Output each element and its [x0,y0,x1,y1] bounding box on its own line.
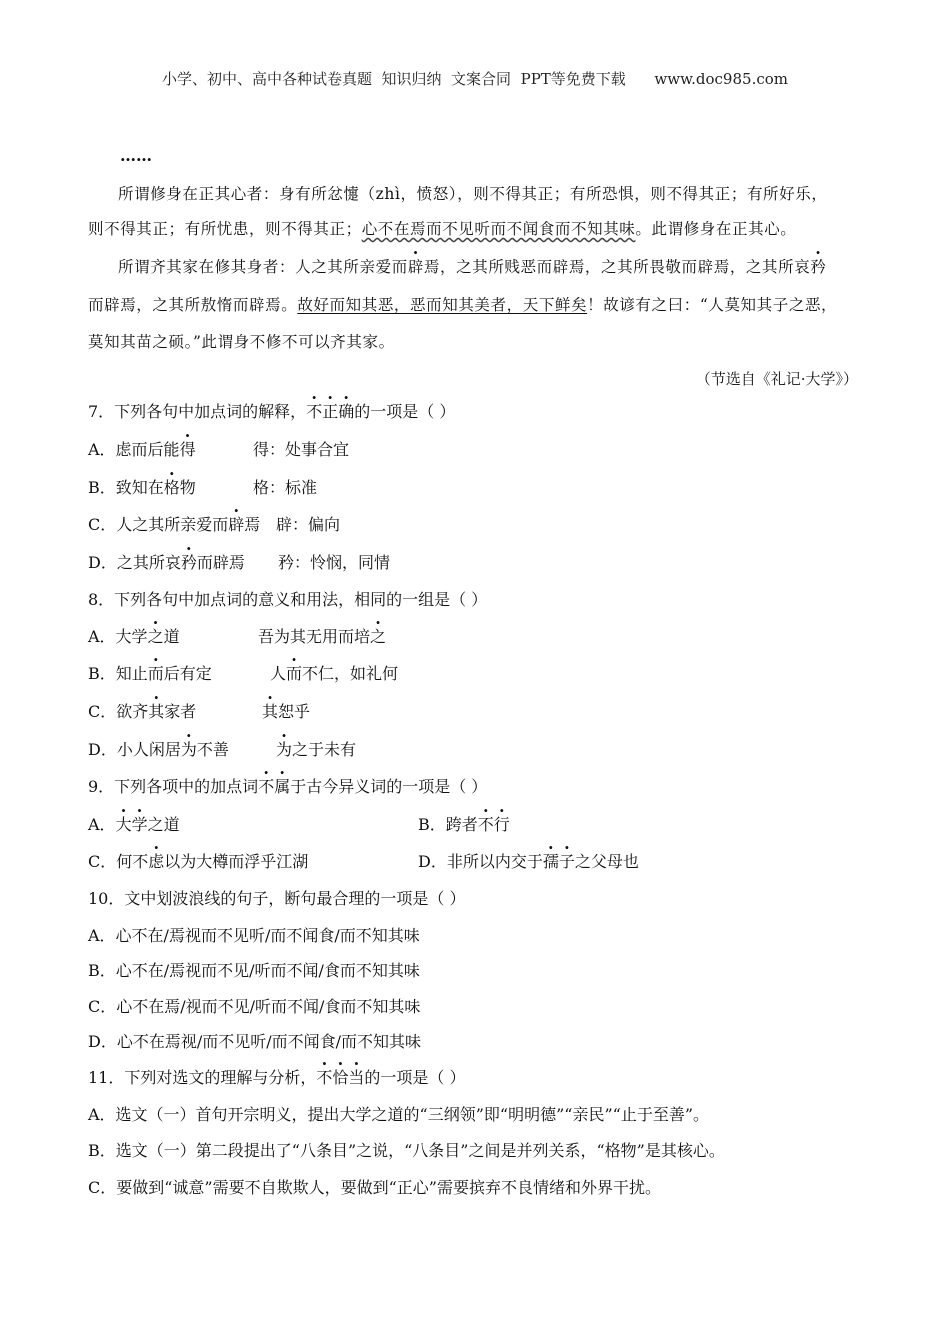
dotted-word: 不 [306,402,323,421]
q8-option-c [88,702,311,722]
q9-option-b [418,815,510,835]
text-span: 的一项是（ ） [364,1068,466,1087]
page-header: 小学、初中、高中各种试卷真题 知识归纳 文案合同 PPT等免费下载 www.doc985.com [161,70,788,88]
dotted-word: 确 [338,402,355,421]
q8-option-b [88,664,399,684]
text-span: B．知止 [88,664,148,683]
text-span: 焉，之其所贱恶而辟焉，之其所畏敬而辟焉，之其所哀 [423,258,811,276]
q10-option-c: C．心不在焉/视而不见/听而不闻/食而不知其味 [88,997,421,1016]
q7-c-explanation: 辟：偏向 [276,515,341,534]
text-span: 吾为其无用而培 [258,627,371,646]
text-span: D．小人闲居 [88,740,181,759]
dotted-word: 而 [286,664,303,683]
dotted-word: 辟 [228,515,245,534]
q7-option-c [88,515,341,535]
q7-stem [88,402,455,422]
q10-option-a: A．心不在/焉视而不见听/而不闻食/而不知其味 [88,926,420,945]
text-span: 人 [270,664,287,683]
dotted-word: 不 [316,1068,333,1087]
dotted-word: 格 [163,478,180,497]
dotted-word: 不 [258,777,275,796]
text-span: B．致知在 [88,478,164,497]
text-span: D．非所以内交于 [418,852,543,871]
dotted-word: 正 [322,402,339,421]
q11-option-b: B．选文（一）第二段提出了“八条目”之说，“八条目”之间是并列关系，“格物”是其核心。 [88,1141,725,1160]
text-span: 9．下列各项中的加点词 [88,777,259,796]
passage-p2-line3: 莫知其苗之硕。”此谓身不修不可以齐其家。 [88,333,395,351]
dotted-word: 子 [558,852,575,871]
q10-option-b: B．心不在/焉视而不见/听而不闻/食而不知其味 [88,961,420,980]
q11-option-a: A．选文（一）首句开宗明义，提出大学之道的“三纲领”即“明明德”“亲民”“止于至善”。 [88,1105,709,1124]
text-span: ！故谚有之曰：“人莫知其子之恶， [587,296,838,314]
text-span: 之父母也 [574,852,639,871]
dotted-word: 辟 [407,258,424,276]
source-citation: （节选自《礼记·大学》） [695,370,858,388]
dotted-word: 矜 [810,258,827,276]
text-span: A． [88,815,116,834]
dotted-word: 为 [180,740,197,759]
text-span: C．人之其所亲爱而 [88,515,229,534]
dotted-word: 之 [147,627,164,646]
q7-a-explanation: 得：处事合宜 [253,440,350,459]
dotted-word: 属 [274,777,291,796]
text-span: 之道 [147,815,180,834]
q7-b-explanation: 格：标准 [253,478,318,497]
passage-p1-line1: 所谓修身在正其心者：身有所忿懥（zhì，愤怒），则不得其正；有所恐惧，则不得其正；有所好乐， [118,185,828,203]
text-span: 焉 [244,515,261,534]
q9-stem [88,777,487,797]
q10-stem: 10．文中划波浪线的句子，断句最合理的一项是（ ） [88,889,466,908]
text-span: 。此谓修身在正其心。 [635,220,797,238]
ellipsis: …… [120,146,152,165]
passage-p2-line2 [88,295,837,315]
dotted-word: 学 [131,815,148,834]
dotted-word: 孺 [542,852,559,871]
dotted-word: 而 [147,664,164,683]
dotted-word: 得 [179,440,196,459]
passage-p2-line1 [118,257,826,277]
dotted-word: 当 [348,1068,365,1087]
text-span: 不仁，如礼何 [302,664,399,683]
text-span: 道 [163,627,180,646]
dotted-word: 其 [148,702,165,721]
dotted-word: 恰 [332,1068,349,1087]
q8-option-d [88,740,357,760]
text-span: A．虑而后能 [88,440,180,459]
q8-stem: 8．下列各句中加点词的意义和用法，相同的一组是（ ） [88,590,488,609]
dotted-word: 其 [262,702,279,721]
q8-c-second [262,702,310,722]
text-span: 恕乎 [278,702,311,721]
dotted-word: 为 [276,740,293,759]
text-span: 之于未有 [292,740,357,759]
dotted-word: 矜 [180,553,197,572]
text-span: 家者 [164,702,197,721]
text-span: B．跨者 [418,815,478,834]
passage-p1-line2 [88,219,796,239]
q7-option-b [88,478,318,498]
dotted-word: 行 [493,815,510,834]
q7-option-a [88,440,350,460]
underlined-sentence: 故好而知其恶，恶而知其美者，天下鲜矣 [297,296,588,314]
text-span: 所谓齐其家在修其身者：人之其所亲爱而 [118,258,408,276]
dotted-word: 虑 [148,852,165,871]
q9-option-a [88,815,180,835]
text-span: 于古今异义词的一项是（ ） [290,777,488,796]
q7-d-explanation: 矜：怜悯，同情 [278,553,391,572]
text-span: D．之其所哀 [88,553,181,572]
text-span: 而辟焉 [196,553,245,572]
q8-d-second [276,740,356,760]
q8-a-second [258,627,386,647]
q9-option-c [88,852,308,872]
q11-stem [88,1068,466,1088]
q8-b-second [270,664,398,684]
dotted-word: 大 [115,815,132,834]
text-span: 物 [179,478,196,497]
q8-option-a [88,627,387,647]
dotted-word: 之 [370,627,387,646]
q9-option-d [418,852,639,872]
text-span: C．欲齐 [88,702,149,721]
wavy-underlined-sentence: 心不在焉而不见听而不闻食而不知其味 [361,220,636,238]
text-span: 以为大樽而浮乎江湖 [164,852,309,871]
text-span: 的一项是（ ） [354,402,456,421]
text-span: C．何不 [88,852,149,871]
text-span: 后有定 [163,664,212,683]
text-span: A．大学 [88,627,148,646]
q7-option-d [88,553,391,573]
dotted-word: 不 [477,815,494,834]
q10-option-d: D．心不在焉视/而不见听/而不闻食/而不知其味 [88,1032,422,1051]
text-span: 7．下列各句中加点词的解释， [88,402,307,421]
q11-option-c: C．要做到“诚意”需要不自欺欺人，要做到“正心”需要摈弃不良情绪和外界干扰。 [88,1178,661,1197]
text-span: 而辟焉，之其所敖惰而辟焉。 [88,296,298,314]
text-span: 11．下列对选文的理解与分析， [88,1068,317,1087]
text-span: 则不得其正；有所忧患，则不得其正； [88,220,362,238]
text-span: 不善 [196,740,229,759]
